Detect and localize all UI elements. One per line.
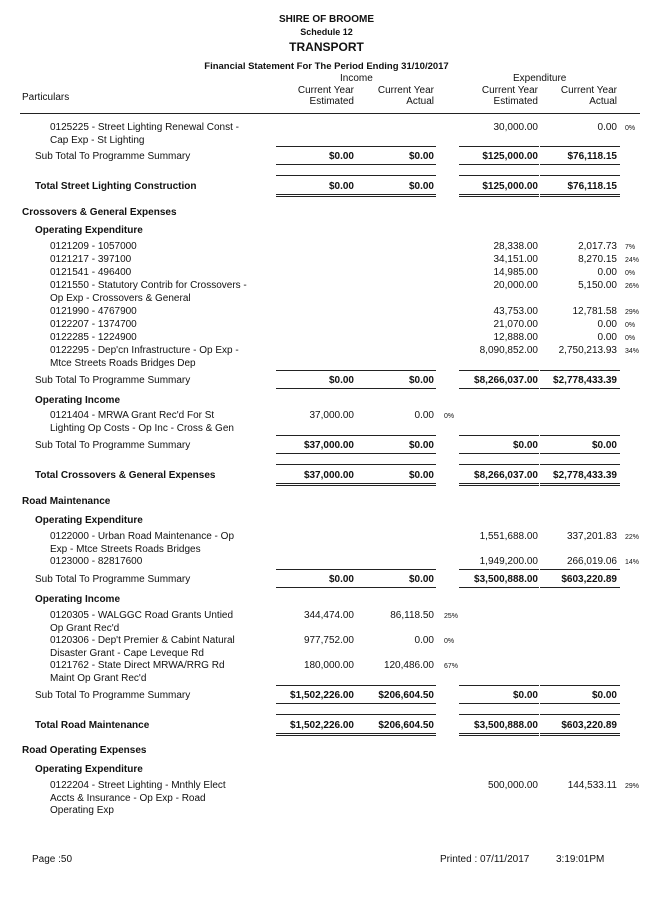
subtotal-rule — [459, 146, 539, 147]
organisation-name: SHIRE OF BROOME — [278, 14, 374, 25]
amount-exp-act: 0.00 — [597, 267, 617, 278]
total-rule — [276, 464, 356, 465]
expenditure-percent: 24% — [625, 257, 640, 264]
amount-exp-est: 21,070.00 — [493, 319, 538, 330]
amount-exp-act: 12,781.58 — [572, 306, 617, 317]
section-heading: Road Operating Expenses — [22, 745, 147, 756]
total-double-rule — [459, 483, 539, 486]
amount-exp-act: 144,533.11 — [567, 780, 617, 791]
amount-exp-act: 0.00 — [597, 319, 617, 330]
department-title: TRANSPORT — [289, 40, 364, 54]
subtotal-rule — [356, 569, 436, 570]
total-rule — [459, 714, 539, 715]
total-rule — [356, 175, 436, 176]
amount-exp-est: 14,985.00 — [493, 267, 538, 278]
amount-exp-est: 12,888.00 — [493, 332, 538, 343]
amount-exp-est: $3,500,888.00 — [474, 574, 538, 585]
subtotal-underline — [459, 164, 539, 165]
subtotal-rule — [356, 146, 436, 147]
total-double-rule — [459, 194, 539, 197]
row-description: 0120306 - Dep't Premier & Cabint Natural — [50, 635, 235, 646]
amount-exp-est: 8,090,852.00 — [479, 345, 538, 356]
expenditure-percent: 0% — [625, 270, 636, 277]
row-description: Lighting Op Costs - Op Inc - Cross & Gen — [50, 422, 234, 434]
subtotal-underline — [356, 164, 436, 165]
row-description: Disaster Grant - Cape Leveque Rd — [50, 647, 204, 659]
amount-exp-act: $603,220.89 — [561, 574, 617, 585]
expenditure-percent: 0% — [625, 335, 636, 342]
amount-exp-act: $76,118.15 — [567, 181, 617, 192]
expenditure-actual-header: Current Year Actual — [560, 85, 617, 107]
row-description: 0121762 - State Direct MRWA/RRG Rd — [50, 660, 225, 671]
subtotal-underline — [459, 587, 539, 588]
group-heading: Operating Expenditure — [35, 764, 143, 775]
expenditure-percent: 0% — [625, 125, 636, 132]
amount-inc-act: $206,604.50 — [378, 720, 434, 731]
row-description: 0121990 - 4767900 — [50, 306, 137, 317]
amount-inc-est: $37,000.00 — [303, 440, 354, 451]
subtotal-underline — [276, 703, 356, 704]
total-double-rule — [540, 483, 620, 486]
total-rule — [540, 175, 620, 176]
row-description: 0122204 - Street Lighting - Mnthly Elect — [50, 780, 226, 791]
amount-exp-est: 1,551,688.00 — [479, 531, 538, 542]
amount-exp-act: 8,270.15 — [578, 254, 617, 265]
subtotal-rule — [459, 685, 539, 686]
row-description: Op Exp - Crossovers & General — [50, 292, 191, 304]
section-heading: Road Maintenance — [22, 496, 111, 507]
amount-inc-act: 0.00 — [414, 410, 434, 421]
amount-exp-act: $76,118.15 — [567, 151, 617, 162]
total-double-rule — [356, 483, 436, 486]
page-number: Page :50 — [32, 854, 73, 865]
total-double-rule — [540, 194, 620, 197]
total-rule — [356, 714, 436, 715]
row-description: 0125225 - Street Lighting Renewal Const - — [50, 122, 240, 133]
total-rule — [459, 175, 539, 176]
subtotal-rule — [459, 569, 539, 570]
amount-inc-est: $37,000.00 — [303, 470, 354, 481]
amount-inc-act: $206,604.50 — [378, 690, 434, 701]
subtotal-underline — [540, 587, 620, 588]
total-rule — [540, 464, 620, 465]
amount-exp-est: $8,266,037.00 — [474, 375, 538, 386]
subtotal-rule — [276, 685, 356, 686]
amount-inc-act: 86,118.50 — [390, 610, 434, 621]
total-rule — [276, 714, 356, 715]
income-actual-header: Current Year Actual — [377, 85, 434, 107]
row-description: Operating Exp — [50, 805, 114, 817]
expenditure-percent: 29% — [625, 309, 640, 316]
amount-exp-act: 0.00 — [597, 332, 617, 343]
amount-exp-est: 34,151.00 — [493, 254, 538, 265]
amount-exp-est: $0.00 — [512, 440, 538, 451]
amount-inc-est: 37,000.00 — [309, 410, 354, 421]
amount-inc-act: 0.00 — [414, 635, 434, 646]
amount-exp-act: $603,220.89 — [561, 720, 617, 731]
row-description: 0120305 - WALGGC Road Grants Untied — [50, 610, 234, 621]
amount-exp-est: 500,000.00 — [487, 780, 538, 791]
subtotal-underline — [540, 453, 620, 454]
subtotal-rule — [540, 370, 620, 371]
group-heading: Operating Expenditure — [35, 515, 143, 526]
amount-exp-act: 337,201.83 — [566, 531, 617, 542]
total-rule — [276, 175, 356, 176]
amount-inc-act: $0.00 — [408, 440, 434, 451]
row-description: Accts & Insurance - Op Exp - Road — [50, 792, 206, 804]
amount-inc-est: $0.00 — [328, 375, 354, 386]
subtotal-rule — [356, 435, 436, 436]
income-percent: 67% — [444, 663, 459, 670]
amount-exp-est: 20,000.00 — [493, 280, 538, 291]
amount-inc-act: $0.00 — [408, 181, 434, 192]
amount-inc-act: $0.00 — [408, 470, 434, 481]
row-description: 0121404 - MRWA Grant Rec'd For St — [50, 410, 215, 421]
subtotal-rule — [540, 685, 620, 686]
subtotal-underline — [459, 703, 539, 704]
subtotal-rule — [356, 685, 436, 686]
total-double-rule — [540, 733, 620, 736]
amount-exp-act: $0.00 — [591, 440, 617, 451]
row-description: Sub Total To Programme Summary — [35, 440, 191, 451]
expenditure-estimated-header: Current Year Estimated — [481, 85, 538, 107]
row-description: Cap Exp - St Lighting — [50, 134, 145, 146]
amount-exp-est: $0.00 — [512, 690, 538, 701]
amount-exp-est: 43,753.00 — [493, 306, 538, 317]
schedule-label: Schedule 12 — [300, 27, 353, 37]
amount-exp-act: 266,019.06 — [566, 556, 617, 567]
amount-exp-est: $125,000.00 — [482, 181, 538, 192]
amount-inc-est: 180,000.00 — [303, 660, 354, 671]
subtotal-underline — [356, 703, 436, 704]
amount-inc-act: 120,486.00 — [383, 660, 434, 671]
income-percent: 0% — [444, 413, 455, 420]
amount-inc-est: 344,474.00 — [303, 610, 354, 621]
group-heading: Operating Expenditure — [35, 225, 143, 236]
total-double-rule — [356, 194, 436, 197]
income-percent: 25% — [444, 613, 459, 620]
subtotal-rule — [459, 370, 539, 371]
subtotal-underline — [276, 164, 356, 165]
total-double-rule — [276, 733, 356, 736]
amount-exp-act: $0.00 — [591, 690, 617, 701]
amount-inc-est: $1,502,226.00 — [290, 720, 354, 731]
printed-date: Printed : 07/11/2017 — [440, 854, 530, 865]
total-rule — [356, 464, 436, 465]
subtotal-rule — [276, 569, 356, 570]
statement-title: Financial Statement For The Period Ending 31/10/2017 — [204, 61, 449, 72]
amount-inc-est: $0.00 — [328, 574, 354, 585]
subtotal-rule — [356, 370, 436, 371]
amount-inc-act: $0.00 — [408, 151, 434, 162]
amount-exp-act: 2,017.73 — [578, 241, 617, 252]
section-heading: Crossovers & General Expenses — [22, 207, 177, 218]
expenditure-percent: 7% — [625, 244, 636, 251]
amount-inc-act: $0.00 — [408, 574, 434, 585]
subtotal-rule — [540, 435, 620, 436]
subtotal-underline — [356, 453, 436, 454]
amount-exp-act: 2,750,213.93 — [558, 345, 617, 356]
row-description: Maint Op Grant Rec'd — [50, 672, 147, 684]
row-description: 0121550 - Statutory Contrib for Crossovers - — [50, 280, 247, 291]
row-description: 0122207 - 1374700 — [50, 319, 137, 330]
expenditure-percent: 14% — [625, 559, 640, 566]
income-header: Income — [340, 73, 373, 84]
amount-inc-est: 977,752.00 — [303, 635, 354, 646]
row-description: Mtce Streets Roads Bridges Dep — [50, 357, 196, 369]
amount-exp-act: $2,778,433.39 — [553, 375, 617, 386]
expenditure-percent: 26% — [625, 283, 640, 290]
row-description: Sub Total To Programme Summary — [35, 574, 191, 585]
total-double-rule — [276, 194, 356, 197]
row-description: 0123000 - 82817600 — [50, 556, 143, 567]
total-double-rule — [276, 483, 356, 486]
expenditure-percent: 29% — [625, 783, 640, 790]
subtotal-rule — [276, 370, 356, 371]
amount-exp-est: 30,000.00 — [493, 122, 538, 133]
total-rule — [540, 714, 620, 715]
subtotal-underline — [276, 587, 356, 588]
amount-exp-est: 28,338.00 — [493, 241, 538, 252]
amount-inc-est: $0.00 — [328, 181, 354, 192]
group-heading: Operating Income — [35, 395, 121, 406]
amount-inc-est: $1,502,226.00 — [290, 690, 354, 701]
subtotal-underline — [356, 388, 436, 389]
total-double-rule — [356, 733, 436, 736]
expenditure-percent: 34% — [625, 348, 640, 355]
subtotal-underline — [276, 388, 356, 389]
amount-exp-est: $125,000.00 — [482, 151, 538, 162]
total-rule — [459, 464, 539, 465]
amount-inc-act: $0.00 — [408, 375, 434, 386]
expenditure-header: Expenditure — [513, 73, 567, 84]
row-description: 0121541 - 496400 — [50, 267, 132, 278]
row-description: 0122295 - Dep'cn Infrastructure - Op Exp - — [50, 345, 239, 356]
expenditure-percent: 0% — [625, 322, 636, 329]
amount-inc-est: $0.00 — [328, 151, 354, 162]
row-description: Total Road Maintenance — [35, 720, 150, 731]
amount-exp-act: $2,778,433.39 — [553, 470, 617, 481]
subtotal-underline — [540, 703, 620, 704]
amount-exp-est: $3,500,888.00 — [474, 720, 538, 731]
printed-time: 3:19:01PM — [556, 854, 605, 865]
row-description: 0122285 - 1224900 — [50, 332, 137, 343]
particulars-header: Particulars — [22, 92, 70, 103]
subtotal-underline — [459, 453, 539, 454]
amount-exp-act: 0.00 — [597, 122, 617, 133]
row-description: 0122000 - Urban Road Maintenance - Op — [50, 531, 235, 542]
row-description: Sub Total To Programme Summary — [35, 690, 191, 701]
subtotal-underline — [356, 587, 436, 588]
subtotal-underline — [276, 453, 356, 454]
row-description: 0121209 - 1057000 — [50, 241, 137, 252]
subtotal-underline — [540, 164, 620, 165]
row-description: Sub Total To Programme Summary — [35, 375, 191, 386]
subtotal-rule — [459, 435, 539, 436]
row-description: Total Street Lighting Construction — [35, 181, 197, 192]
expenditure-percent: 22% — [625, 534, 640, 541]
subtotal-rule — [540, 569, 620, 570]
group-heading: Operating Income — [35, 594, 121, 605]
row-description: 0121217 - 397100 — [50, 254, 132, 265]
income-estimated-header: Current Year Estimated — [297, 85, 354, 107]
amount-exp-act: 5,150.00 — [578, 280, 617, 291]
amount-exp-est: 1,949,200.00 — [479, 556, 538, 567]
subtotal-rule — [276, 146, 356, 147]
row-description: Exp - Mtce Streets Roads Bridges — [50, 543, 201, 555]
row-description: Sub Total To Programme Summary — [35, 151, 191, 162]
income-percent: 0% — [444, 638, 455, 645]
subtotal-rule — [540, 146, 620, 147]
subtotal-rule — [276, 435, 356, 436]
subtotal-underline — [459, 388, 539, 389]
row-description: Total Crossovers & General Expenses — [35, 470, 216, 481]
row-description: Op Grant Rec'd — [50, 622, 120, 634]
header-rule — [20, 113, 640, 114]
amount-exp-est: $8,266,037.00 — [474, 470, 538, 481]
subtotal-underline — [540, 388, 620, 389]
total-double-rule — [459, 733, 539, 736]
